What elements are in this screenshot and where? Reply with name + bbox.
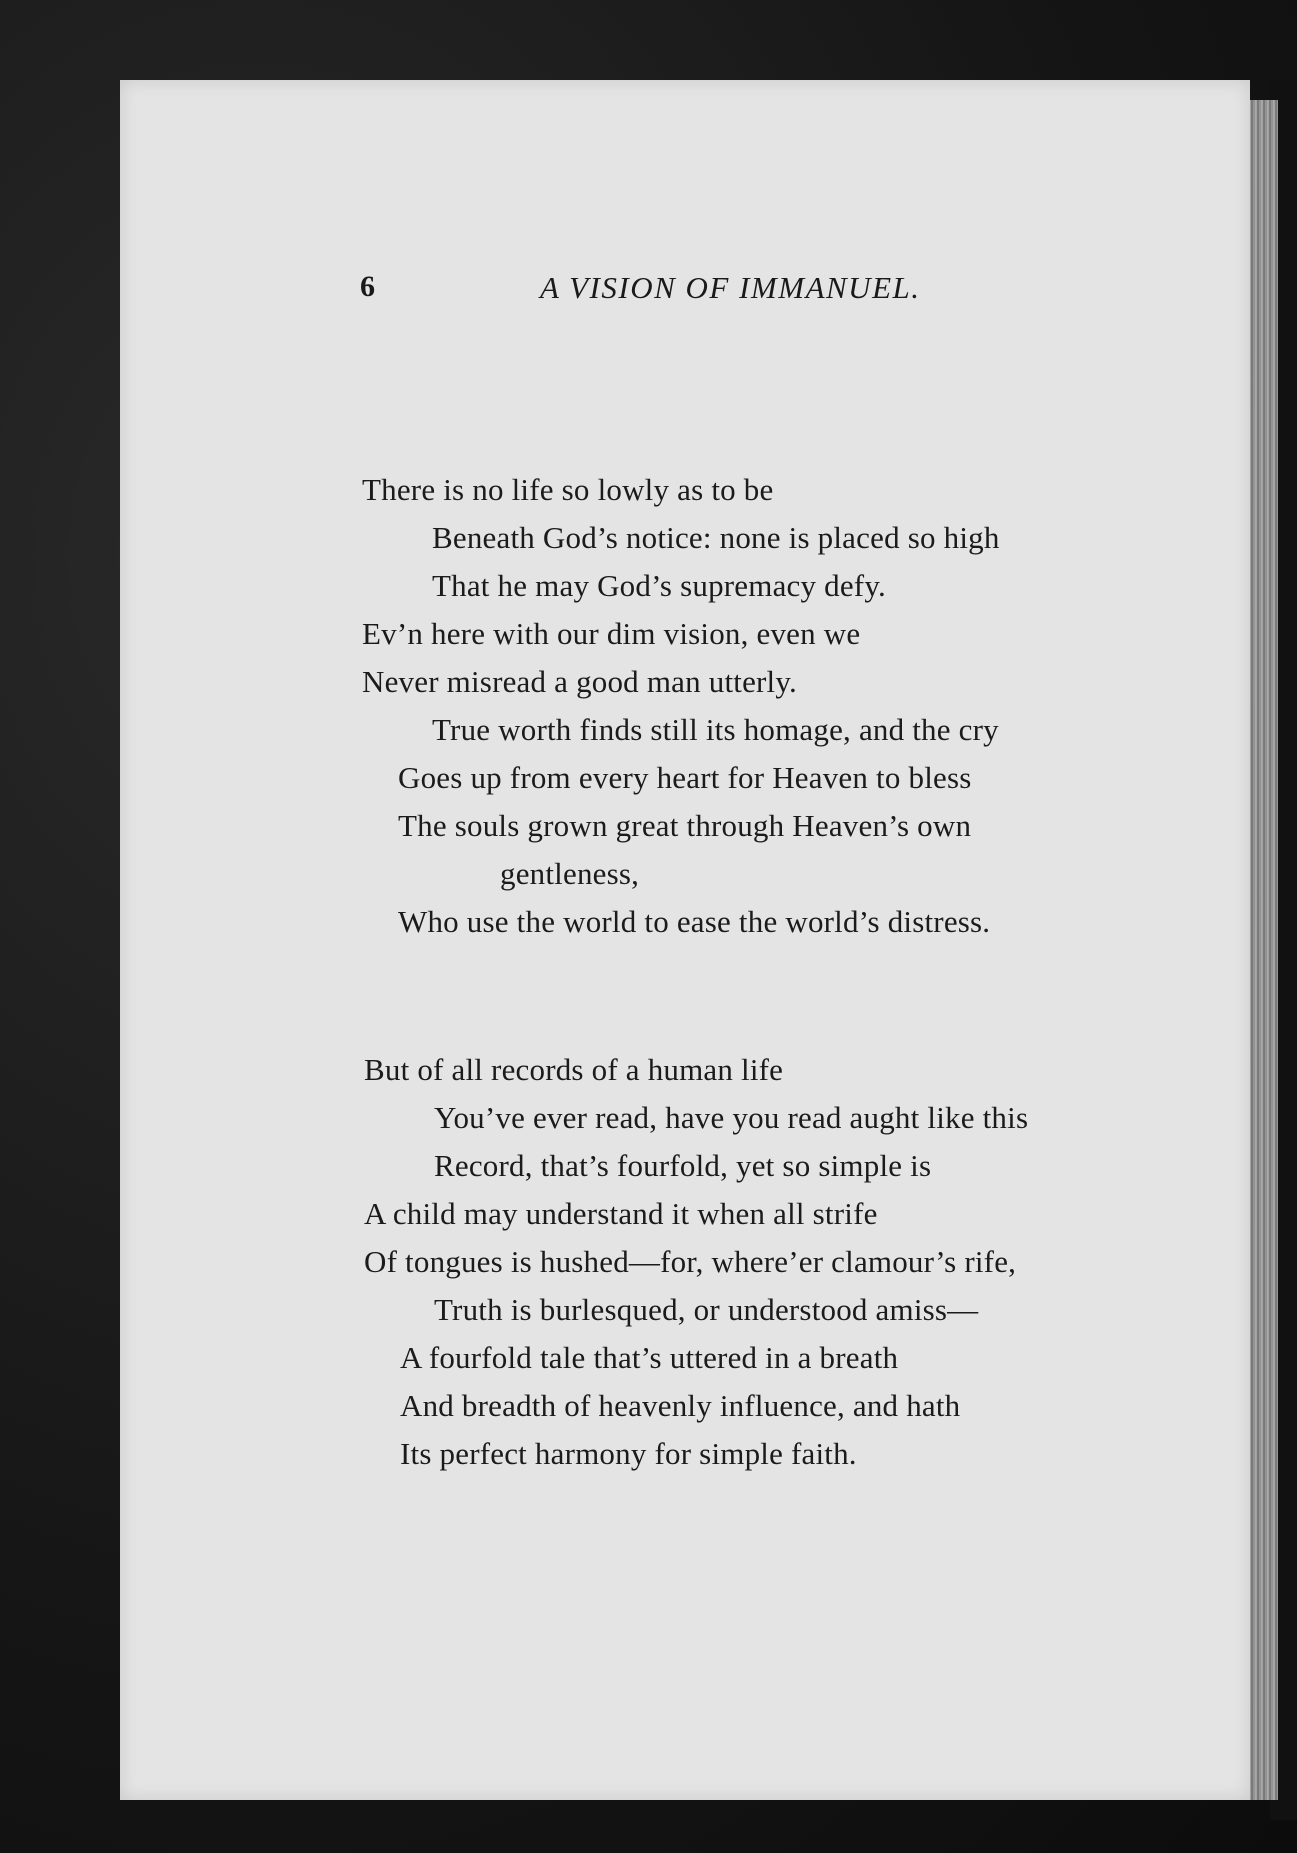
running-title: A VISION OF IMMANUEL. — [540, 270, 921, 305]
poem-line: Record, that’s fourfold, yet so simple is — [434, 1148, 932, 1183]
poem-line: Of tongues is hushed—for, where’er clamour’s rife, — [364, 1244, 1017, 1279]
running-head — [0, 270, 1297, 310]
poem-line: Goes up from every heart for Heaven to bless — [398, 760, 972, 795]
poem-line: A fourfold tale that’s uttered in a breath — [400, 1340, 899, 1375]
poem-line: True worth finds still its homage, and the cry — [432, 712, 999, 747]
poem-line: Beneath God’s notice: none is placed so high — [432, 520, 1000, 555]
poem-line: Never misread a good man utterly. — [362, 664, 797, 699]
poem-line: But of all records of a human life — [364, 1052, 784, 1087]
poem-line: That he may God’s supremacy defy. — [432, 568, 886, 603]
poem-line: Its perfect harmony for simple faith. — [400, 1436, 857, 1471]
book-page — [120, 80, 1250, 1800]
poem-line: gentleness, — [500, 856, 640, 891]
poem-line: The souls grown great through Heaven’s own — [398, 808, 972, 843]
poem-line: And breadth of heavenly influence, and hath — [400, 1388, 961, 1423]
poem-line: Truth is burlesqued, or understood amiss— — [434, 1292, 979, 1327]
poem-line: Who use the world to ease the world’s distress. — [398, 904, 991, 939]
poem-line: A child may understand it when all strife — [364, 1196, 878, 1231]
poem-line: There is no life so lowly as to be — [362, 472, 774, 507]
page-stack-edge — [1248, 100, 1278, 1800]
poem-line: Ev’n here with our dim vision, even we — [362, 616, 861, 651]
page-number: 6 — [360, 270, 375, 303]
poem-line: You’ve ever read, have you read aught like this — [434, 1100, 1029, 1135]
